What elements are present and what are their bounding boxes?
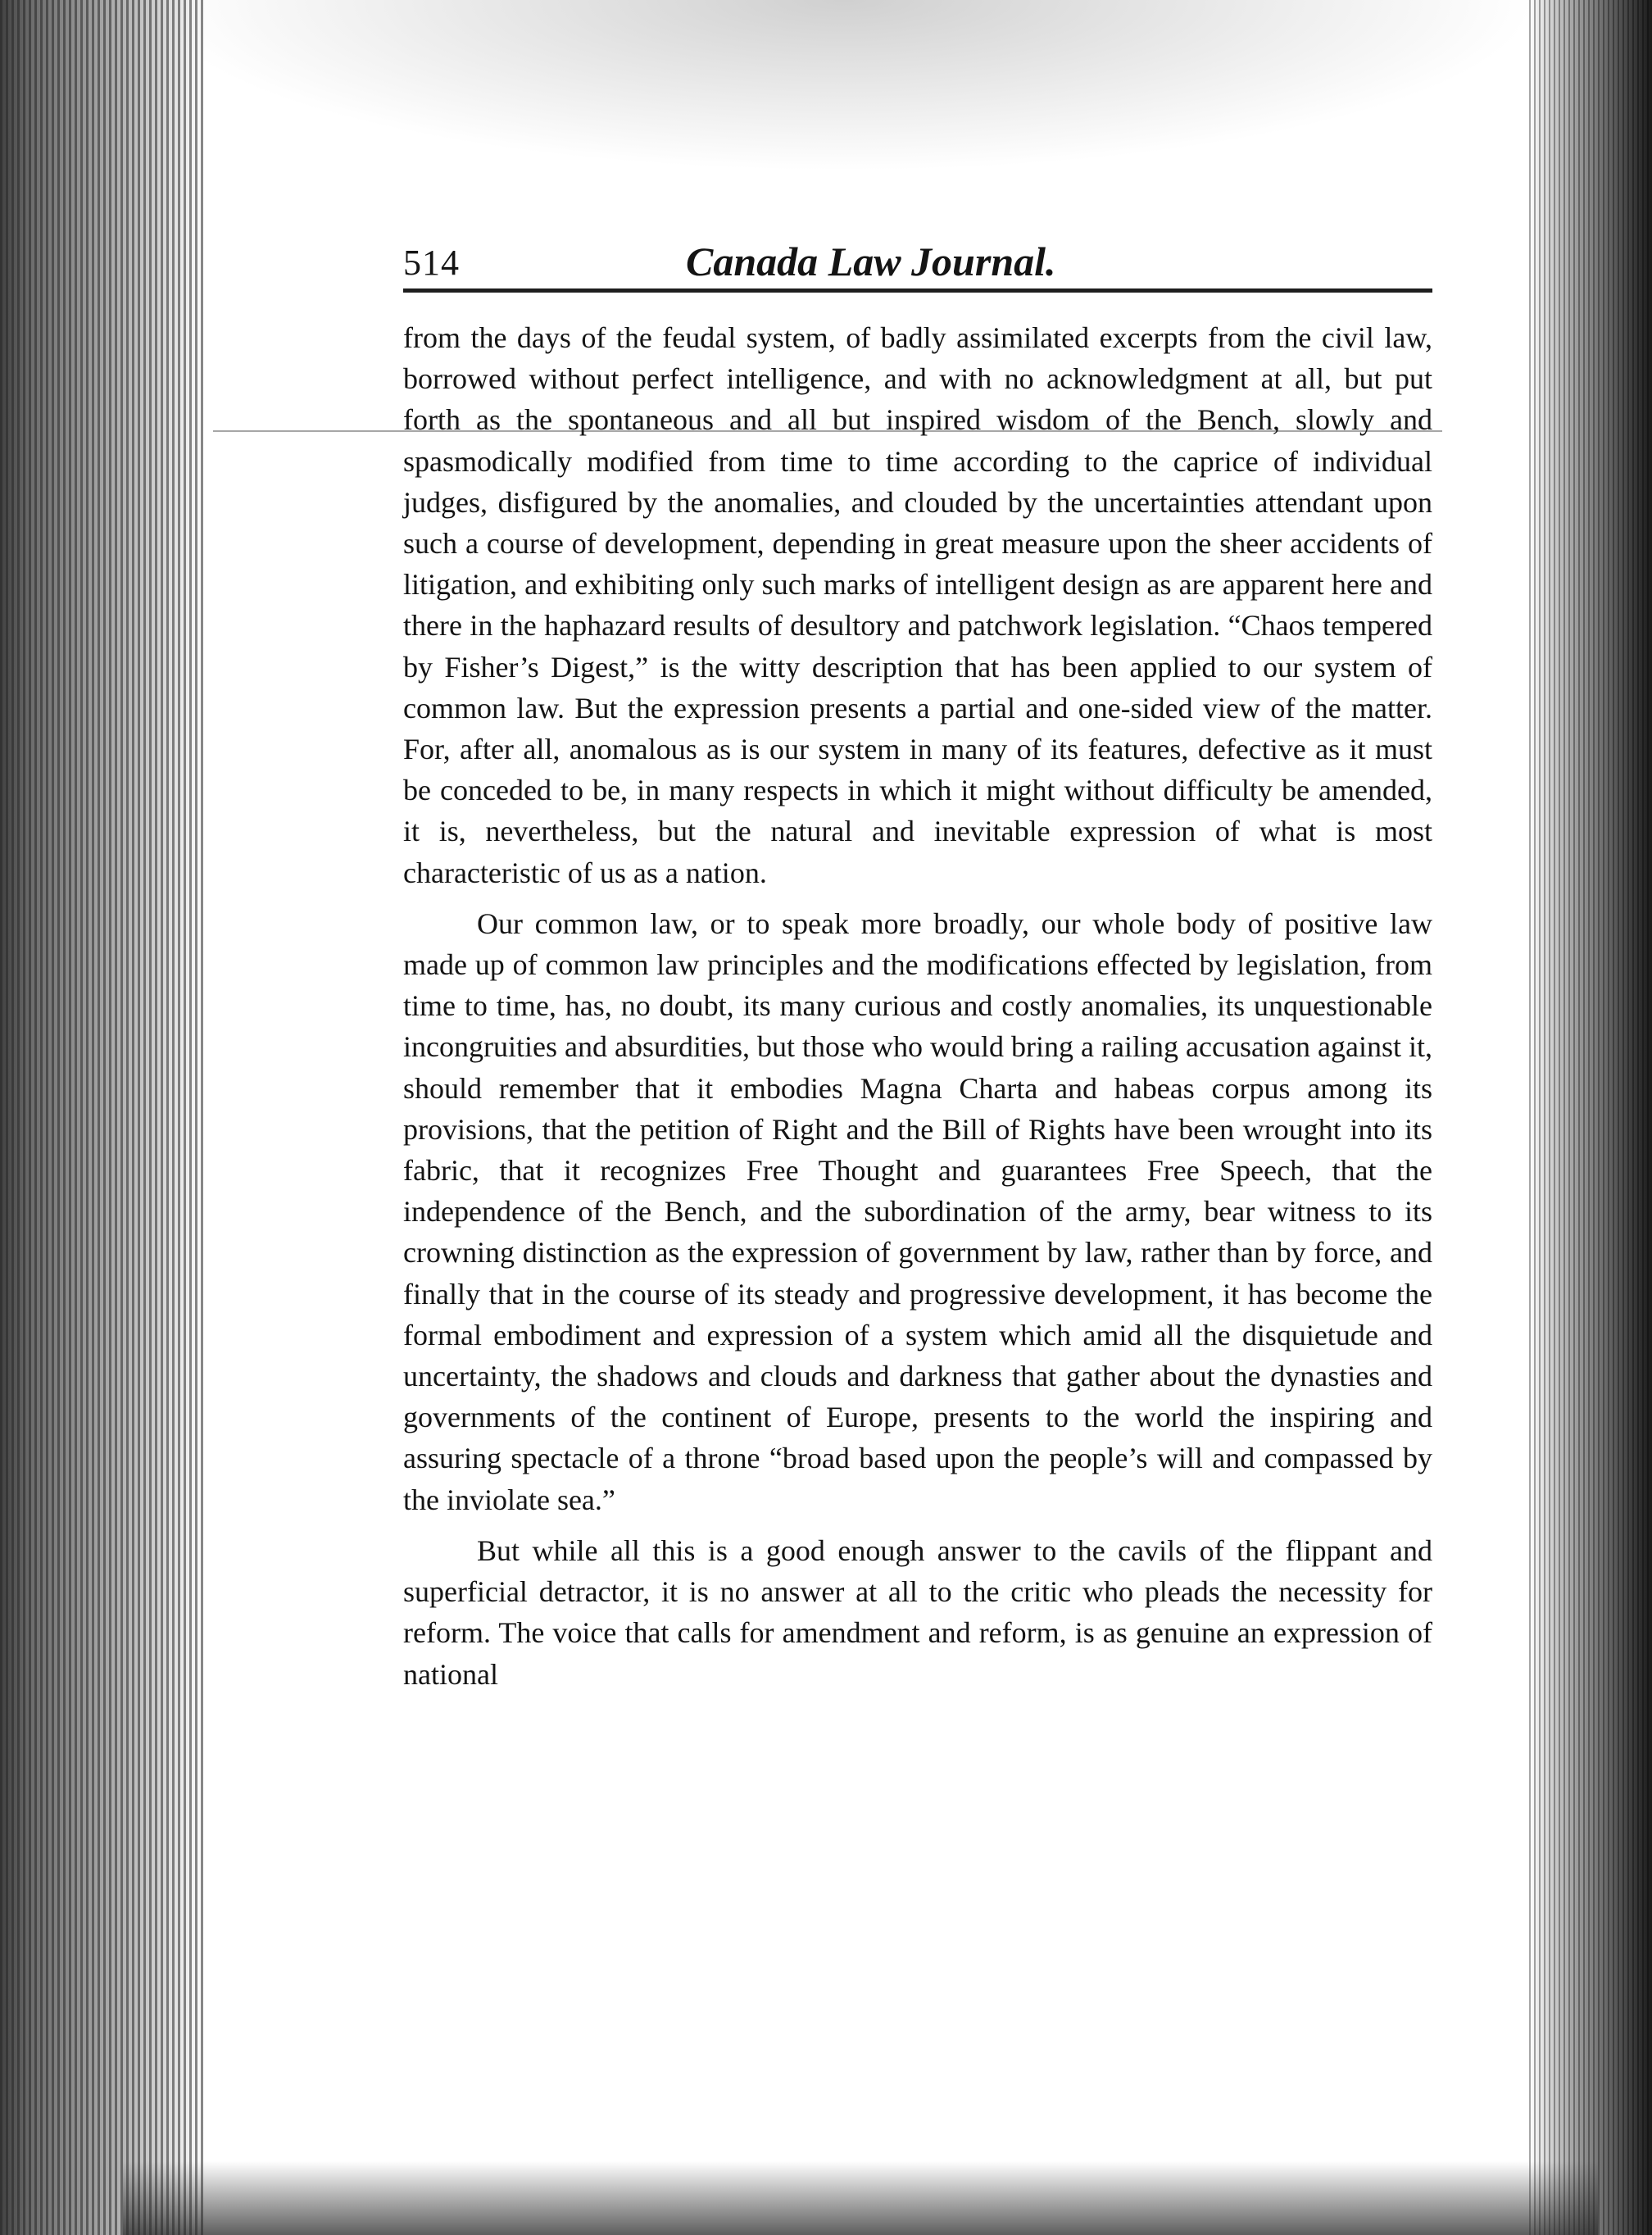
scan-edge-right — [1529, 0, 1652, 2235]
scan-edge-bottom — [123, 2161, 1598, 2235]
paragraph: Our common law, or to speak more broadly, our whole body of positive law made up of common law principles and the modifications effected by legislation, from time to time, has, no doubt, its many curious and costly anomalies, its unquestionable incongruities and absurdities, but those who would bring a railing accusation against it, should remember that it embodies Magna Charta and habeas corpus among its provisions, that the petition of Right and the Bill of Rights have been wrought into its fabric, that it recognizes Free Thought and guarantees Free Speech, that the independence of the Bench, and the subordination of the army, bear witness to its crowning distinction as the expression of government by law, rather than by force, and finally that in the course of its steady and progressive development, it has become the formal embodiment and expression of a system which amid all the disquietude and uncertainty, the shadows and clouds and darkness that gather about the dynasties and governments of the continent of Europe, presents to the world the inspiring and assuring spectacle of a throne “broad based upon the people’s will and compassed by the inviolate sea.” — [403, 906, 1432, 1516]
running-head — [403, 231, 1432, 293]
body-text — [403, 317, 1432, 1695]
scan-shadow-top — [148, 0, 1541, 172]
paragraph-continued: from the days of the feudal system, of badly assimilated excerpts from the civil law, borrowed without perfect intelligence, and with no acknowledgment at all, but put forth as the spontaneous and all but inspired wisdom of the Bench, slowly and spasmodically modified from time to time according to the caprice of individual judges, disfigured by the anomalies, and clouded by the uncertainties attendant upon such a course of development, depending in great measure upon the sheer accidents of litigation, and exhibiting only such marks of intelligent design as are apparent here and there in the haphazard results of desultory and patchwork legislation. “Chaos tempered by Fisher’s Digest,” is the witty description that has been applied to our system of common law. But the expression presents a partial and one-sided view of the matter. For, after all, anomalous as is our system in many of its features, defective as it must be conceded to be, in many respects in which it might without difficulty be amended, it is, nevertheless, but the natural and inevitable expression of what is most characteristic of us as a nation. — [403, 321, 1432, 889]
paragraph: But while all this is a good enough answer to the cavils of the flippant and superficial detractor, it is no answer at all to the critic who pleads the necessity for reform. The voice that calls for amendment and reform, is as genuine an expression of national — [403, 1533, 1432, 1691]
page-number: 514 — [403, 243, 460, 283]
journal-title: Canada Law Journal. — [686, 238, 1056, 284]
book-page — [403, 231, 1432, 1695]
scan-binding-shadow-left — [0, 0, 205, 2235]
